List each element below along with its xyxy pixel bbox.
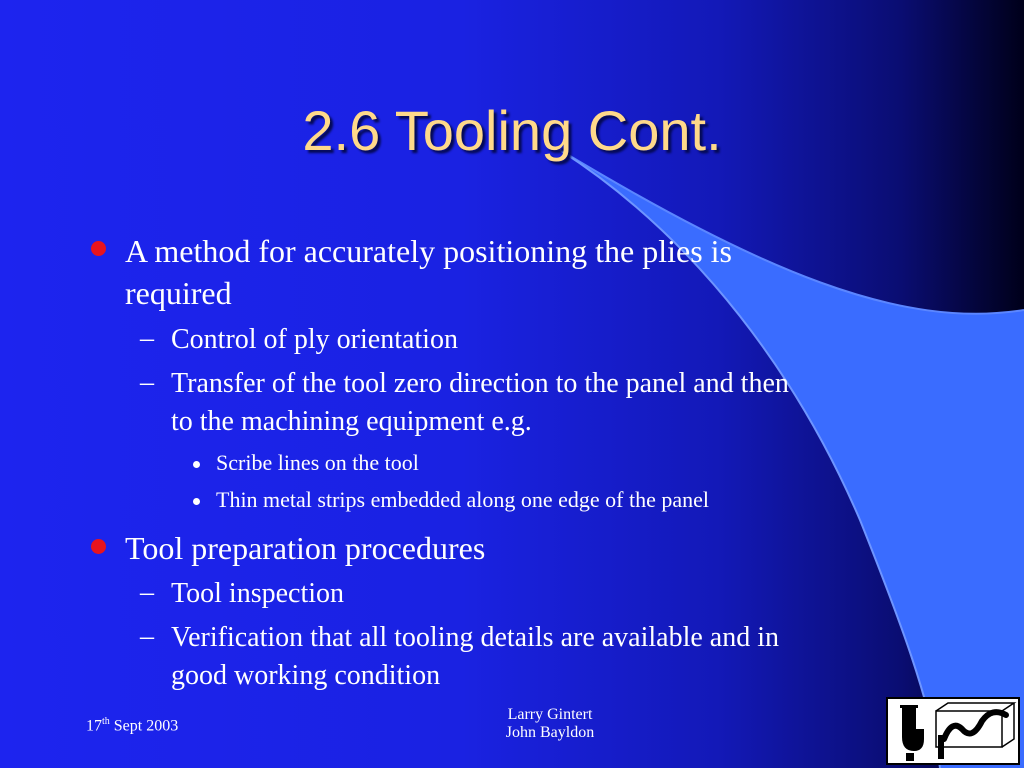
subitem-transfer-line-2: to the machining equipment e.g. (171, 406, 532, 437)
white-bullet-icon (193, 498, 200, 505)
subitem-verification-line-1: Verification that all tooling details are available and in (171, 622, 780, 653)
subitem-ply-orientation: Control of ply orientation (171, 324, 458, 355)
footer-author-1: Larry Gintert (507, 706, 593, 723)
footer-date-rest: Sept 2003 (109, 717, 179, 735)
slide-title: 2.6 Tooling Cont. (302, 99, 722, 162)
footer-author-2: John Bayldon (505, 724, 595, 741)
white-bullet-icon (193, 461, 200, 468)
subsubitem-scribe-lines: Scribe lines on the tool (216, 450, 419, 475)
dash-bullet: – (140, 367, 154, 398)
red-bullet-icon (91, 539, 106, 554)
subitem-verification-line-2: good working condition (171, 660, 441, 691)
dash-bullet: – (140, 323, 154, 354)
subitem-transfer-line-1: Transfer of the tool zero direction to the panel and then (171, 368, 789, 399)
bullet-2: Tool preparation procedures (125, 530, 486, 566)
footer-date-suffix: th (102, 716, 110, 727)
footer-date-day: 17 (86, 717, 102, 735)
dash-bullet: – (140, 621, 154, 652)
logo-graphic (888, 699, 1018, 763)
footer-date (86, 716, 178, 735)
footer-authors (480, 706, 620, 742)
dash-bullet: – (140, 577, 154, 608)
subitem-tool-inspection: Tool inspection (171, 578, 345, 609)
red-bullet-icon (91, 241, 106, 256)
subsubitem-metal-strips: Thin metal strips embedded along one edge of the panel (216, 487, 710, 512)
bullet-1-line-2: required (125, 275, 232, 311)
bullet-1-line-1: A method for accurately positioning the plies is (125, 233, 732, 269)
logo-icon (886, 697, 1020, 765)
